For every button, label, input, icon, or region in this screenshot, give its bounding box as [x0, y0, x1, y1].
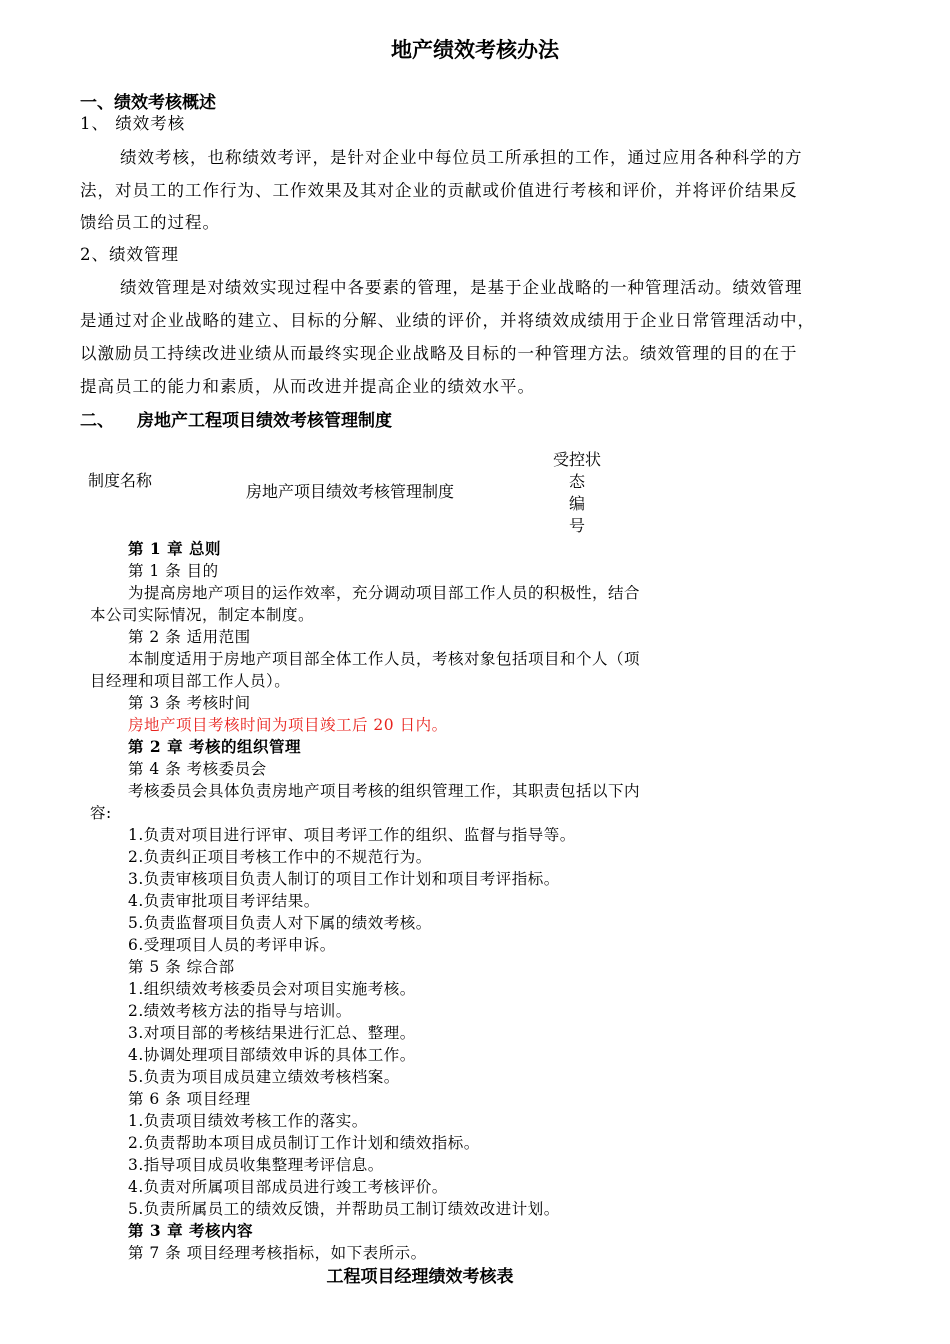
policy-name-label: 制度名称: [88, 471, 153, 490]
body-line: 考核委员会具体负责房地产项目考核的组织管理工作，其职责包括以下内: [128, 782, 641, 800]
policy-name-value: 房地产项目绩效考核管理制度: [245, 482, 454, 501]
paragraph-line: 是通过对企业战略的建立、目标的分解、业绩的评价，并将绩效成绩用于企业日常管理活动中，: [80, 311, 815, 330]
chapter-heading: 第 1 章 总则: [128, 539, 221, 558]
list-item: 5.负责为项目成员建立绩效考核档案。: [128, 1068, 400, 1086]
number-label: 编号: [568, 494, 585, 535]
document-title: 地产绩效考核办法: [391, 38, 559, 62]
chapter-heading: 第 3 章 考核内容: [128, 1221, 253, 1240]
list-item: 2.负责帮助本项目成员制订工作计划和绩效指标。: [128, 1134, 480, 1152]
list-item: 3.负责审核项目负责人制订的项目工作计划和项目考评指标。: [128, 870, 560, 888]
body-line: 为提高房地产项目的运作效率，充分调动项目部工作人员的积极性，结合: [128, 584, 641, 602]
section-2-heading: 房地产工程项目绩效考核管理制度: [137, 411, 392, 431]
article-heading: 第 5 条 综合部: [128, 958, 235, 976]
article-heading: 第 2 条 适用范围: [128, 628, 251, 646]
highlighted-line: 房地产项目考核时间为项目竣工后 20 日内。: [128, 716, 448, 734]
article-heading: 第 1 条 目的: [128, 562, 219, 580]
list-item: 3.指导项目成员收集整理考评信息。: [128, 1156, 384, 1174]
list-item: 2.负责纠正项目考核工作中的不规范行为。: [128, 848, 432, 866]
list-item: 5.负责监督项目负责人对下属的绩效考核。: [128, 914, 432, 932]
list-item: 3.对项目部的考核结果进行汇总、整理。: [128, 1024, 416, 1042]
list-item: 4.协调处理项目部绩效申诉的具体工作。: [128, 1046, 416, 1064]
subsection-1-heading: 1、 绩效考核: [80, 114, 186, 133]
list-item: 4.负责对所属项目部成员进行竣工考核评价。: [128, 1178, 448, 1196]
paragraph-line: 馈给员工的过程。: [80, 213, 220, 232]
table-title: 工程项目经理绩效考核表: [326, 1267, 514, 1287]
paragraph-line: 绩效管理是对绩效实现过程中各要素的管理，是基于企业战略的一种管理活动。绩效管理: [120, 278, 803, 297]
list-item: 1.组织绩效考核委员会对项目实施考核。: [128, 980, 416, 998]
body-line: 本制度适用于房地产项目部全体工作人员，考核对象包括项目和个人（项: [128, 650, 641, 668]
chapter-heading: 第 2 章 考核的组织管理: [128, 737, 301, 756]
list-item: 6.受理项目人员的考评申诉。: [128, 936, 336, 954]
list-item: 1.负责对项目进行评审、项目考评工作的组织、监督与指导等。: [128, 826, 576, 844]
body-line: 目经理和项目部工作人员）。: [90, 672, 291, 690]
body-line: 容:: [90, 804, 112, 822]
section-1-heading: 一、绩效考核概述: [80, 93, 216, 113]
paragraph-line: 法，对员工的工作行为、工作效果及其对企业的贡献或价值进行考核和评价，并将评价结果反: [80, 181, 798, 200]
paragraph-line: 以激励员工持续改进业绩从而最终实现企业战略及目标的一种管理方法。绩效管理的目的在于: [80, 344, 798, 363]
list-item: 4.负责审批项目考评结果。: [128, 892, 320, 910]
body-line: 本公司实际情况，制定本制度。: [90, 606, 315, 624]
article-heading: 第 3 条 考核时间: [128, 694, 251, 712]
article-heading: 第 6 条 项目经理: [128, 1090, 251, 1108]
controlled-status-label: 受控状态: [552, 450, 601, 491]
list-item: 2.绩效考核方法的指导与培训。: [128, 1002, 352, 1020]
section-2-number: 二、: [80, 411, 114, 431]
article-heading: 第 4 条 考核委员会: [128, 760, 267, 778]
list-item: 5.负责所属员工的绩效反馈，并帮助员工制订绩效改进计划。: [128, 1200, 560, 1218]
paragraph-line: 绩效考核，也称绩效考评，是针对企业中每位员工所承担的工作，通过应用各种科学的方: [120, 148, 803, 167]
paragraph-line: 提高员工的能力和素质，从而改进并提高企业的绩效水平。: [80, 377, 535, 396]
article-heading: 第 7 条 项目经理考核指标，如下表所示。: [128, 1244, 427, 1262]
subsection-2-heading: 2、绩效管理: [80, 245, 179, 264]
list-item: 1.负责项目绩效考核工作的落实。: [128, 1112, 368, 1130]
